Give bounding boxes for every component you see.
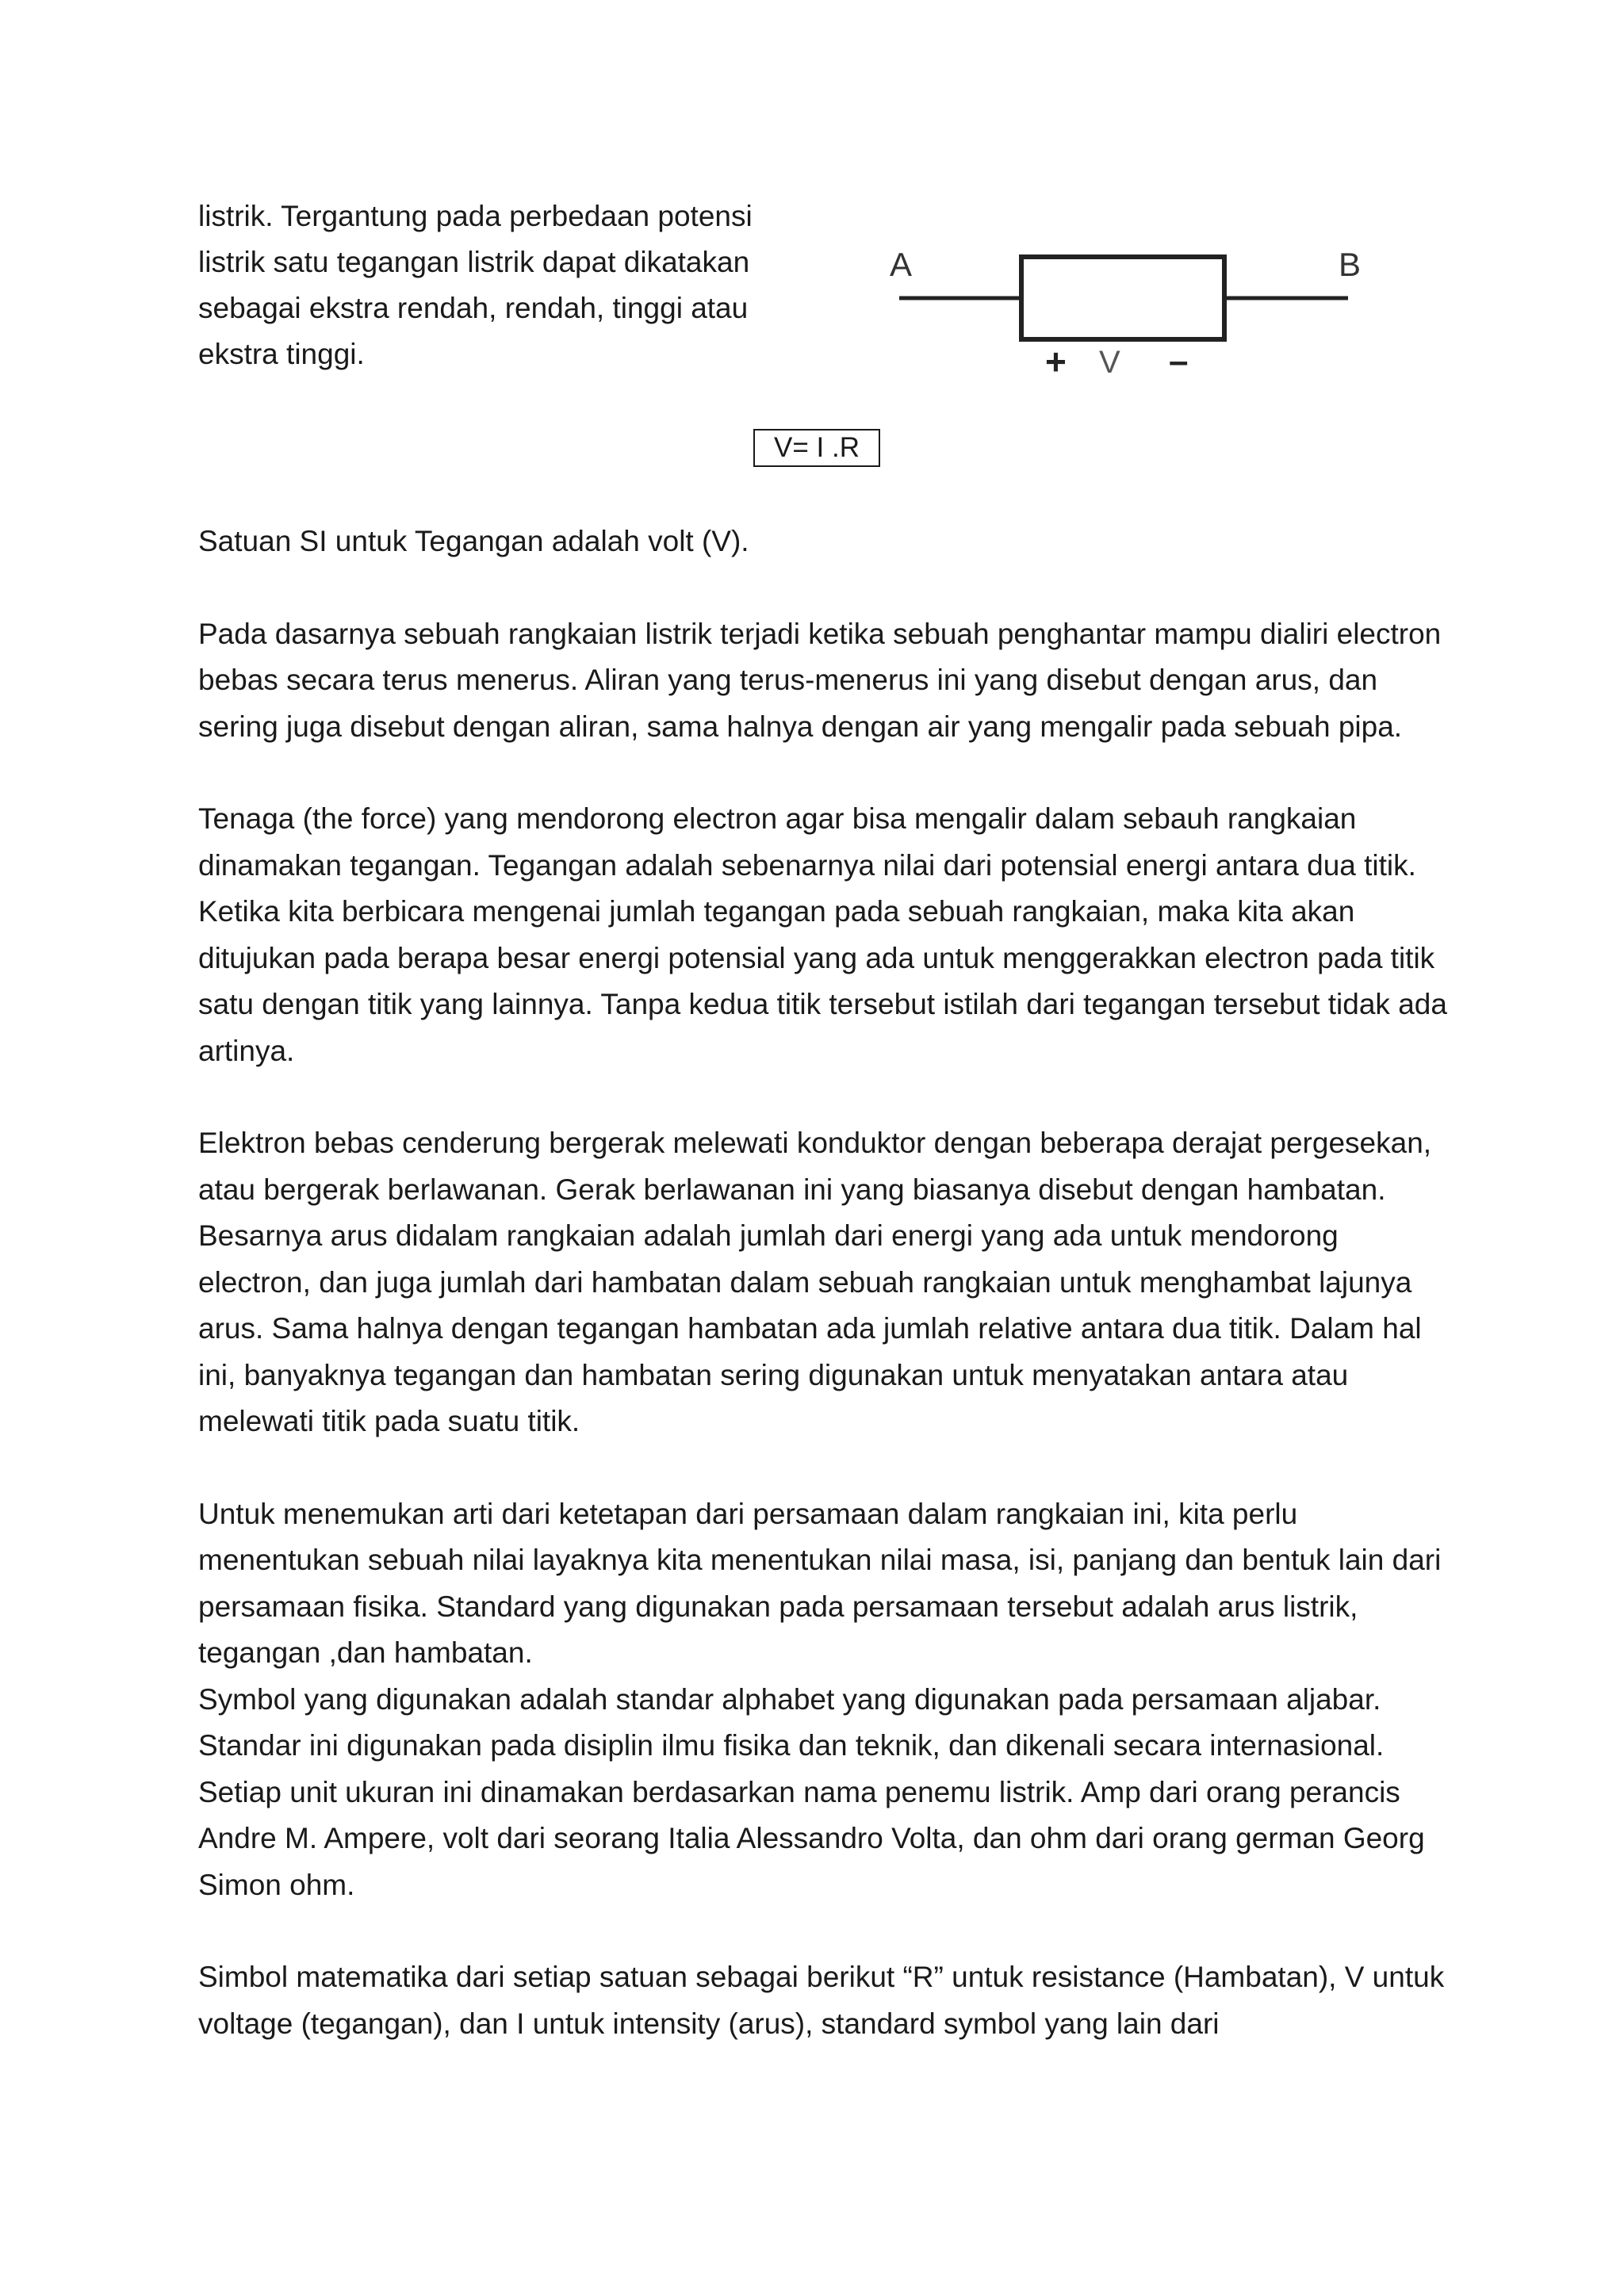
paragraph-elektron: Elektron bebas cenderung bergerak melewati konduktor dengan beberapa derajat pergesekan, atau bergerak berlawanan. Gerak berlawanan ini yang biasanya disebut dengan hambatan. Besarnya arus didalam rangkaian adalah jumlah dari energi yang ada untuk mendorong electron, dan juga jumlah dari hambatan dalam sebuah rangkaian untuk menghambat lajunya arus. Sama halnya dengan tegangan hambatan ada jumlah relative antara dua titik. Dalam hal ini, banyaknya tegangan dan hambatan sering digunakan untuk menyatakan antara atau melewati titik pada suatu titik. xyxy=(198,1127,1432,1437)
body-text xyxy=(198,519,1451,2047)
resistor-body xyxy=(1021,257,1224,339)
intro-paragraph: listrik. Tergantung pada perbedaan potensi listrik satu tegangan listrik dapat dikatakan sebagai ekstra rendah, rendah, tinggi atau ekstra tinggi. xyxy=(198,200,753,370)
terminal-b-label: B xyxy=(1339,246,1362,283)
polarity-minus-label: – xyxy=(1169,342,1189,381)
terminal-a-label: A xyxy=(890,246,913,283)
paragraph-symbol: Symbol yang digunakan adalah standar alphabet yang digunakan pada persamaan aljabar. Standar ini digunakan pada disiplin ilmu fisika dan teknik, dan dikenali secara internasional. Setiap unit ukuran ini dinamakan berdasarkan nama penemu listrik. Amp dari orang perancis Andre M. Ampere, volt dari seorang Italia Alessandro Volta, dan ohm dari orang german Georg Simon ohm. xyxy=(198,1682,1425,1901)
paragraph-persamaan: Untuk menemukan arti dari ketetapan dari persamaan dalam rangkaian ini, kita perlu menentukan sebuah nilai layaknya kita menentukan nilai masa, isi, panjang dan bentuk lain dari persamaan fisika. Standard yang digunakan pada persamaan tersebut adalah arus listrik, tegangan ,dan hambatan. xyxy=(198,1497,1442,1669)
paragraph-si-unit: Satuan SI untuk Tegangan adalah volt (V). xyxy=(198,525,749,557)
polarity-plus-label: + xyxy=(1045,341,1067,382)
paragraph-tenaga: Tenaga (the force) yang mendorong electron agar bisa mengalir dalam sebauh rangkaian dinamakan tegangan. Tegangan adalah sebenarnya nilai dari potensial energi antara dua titik. Ketika kita berbicara mengenai jumlah tegangan pada sebuah rangkaian, maka kita akan ditujukan pada berapa besar energi potensial yang ada untuk menggerakkan electron pada titik satu dengan titik yang lainnya. Tanpa kedua titik tersebut istilah dari tegangan tersebut tidak ada artinya. xyxy=(198,802,1447,1067)
voltage-v-label: V xyxy=(1099,345,1120,380)
ohms-law-formula: V= I .R xyxy=(753,429,880,467)
resistor-diagram-svg xyxy=(864,230,1388,404)
paragraph-rangkaian: Pada dasarnya sebuah rangkaian listrik terjadi ketika sebuah penghantar mampu dialiri electron bebas secara terus menerus. Aliran yang terus-menerus ini yang disebut dengan arus, dan sering juga disebut dengan aliran, sama halnya dengan air yang mengalir pada sebuah pipa. xyxy=(198,617,1442,743)
resistor-diagram xyxy=(864,230,1388,404)
paragraph-simbol-matematika: Simbol matematika dari setiap satuan sebagai berikut “R” untuk resistance (Hambatan), V untuk voltage (tegangan), dan I untuk intensity (arus), standard symbol yang lain dari xyxy=(198,1961,1445,2040)
